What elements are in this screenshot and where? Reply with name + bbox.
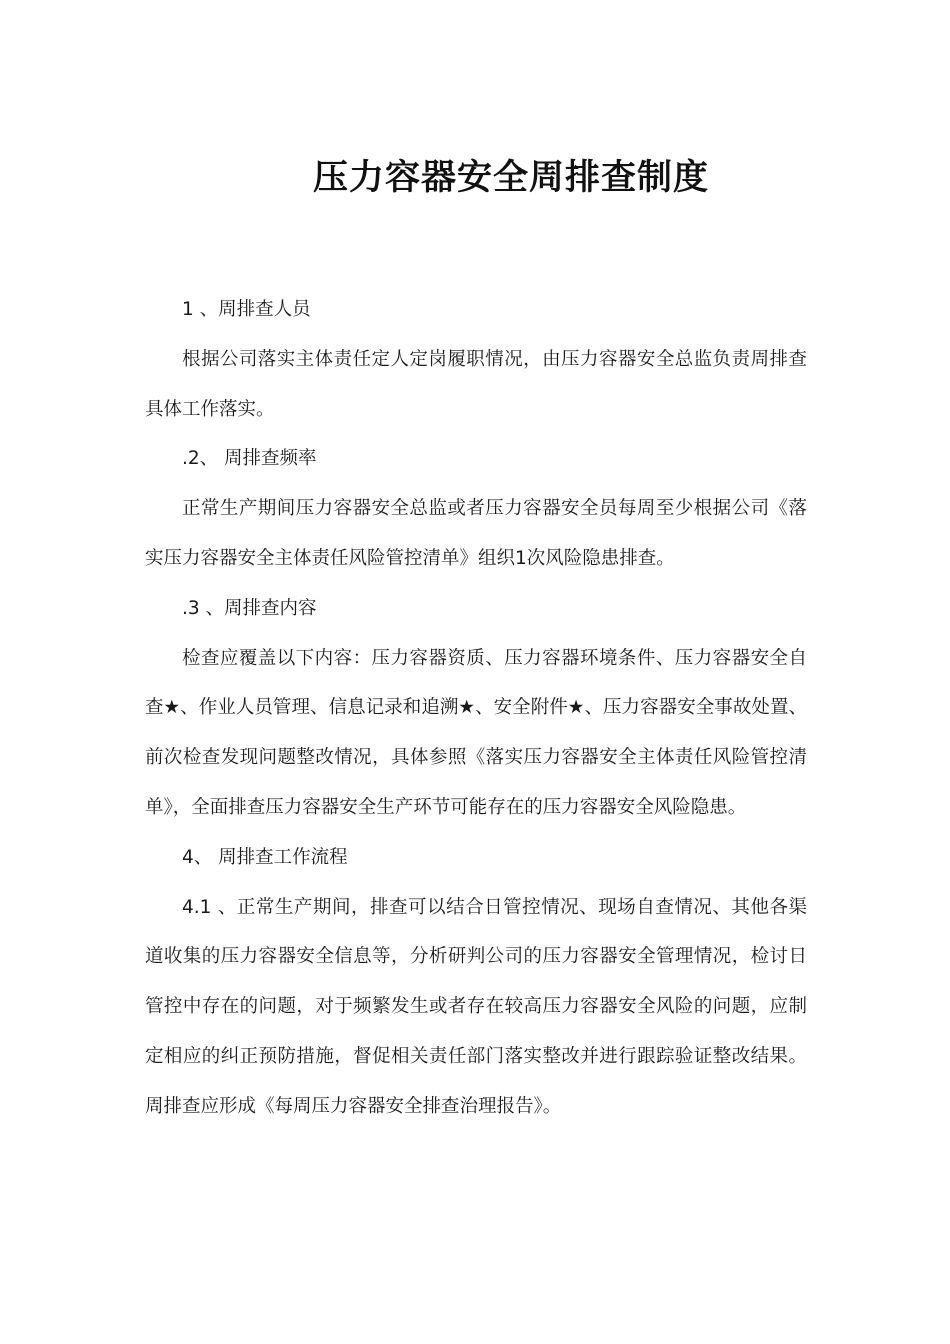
section-heading-frequency: .2、 周排查频率 xyxy=(182,448,317,470)
section-heading-content: .3 、周排查内容 xyxy=(182,597,317,619)
document-title: 压力容器安全周排查制度 xyxy=(312,157,709,198)
paragraph-personnel: 根据公司落实主体责任定人定岗履职情况，由压力容器安全总监负责周排查具体工作落实。 xyxy=(145,348,807,420)
section-heading-personnel: 1 、周排查人员 xyxy=(182,299,311,320)
section-heading-workflow: 4、 周排查工作流程 xyxy=(182,846,348,868)
paragraph-workflow: 4.1 、正常生产期间，排查可以结合日管控情况、现场自查情况、其他各渠道收集的压力容器安全信息等，分析研判公司的压力容器安全管理情况，检讨日管控中存在的问题，对于频繁发生或者存在较高压力容器安全风险的问题，应制定相应的纠正预防措施，督促相关责任部门落实整改并进行跟踪验证整改结果。周排查应形成《每周压力容器安全排查治理报告》。 xyxy=(145,896,807,1117)
paragraph-frequency: 正常生产期间压力容器安全总监或者压力容器安全员每周至少根据公司《落实压力容器安全主体责任风险管控清单》组织1次风险隐患排查。 xyxy=(145,498,807,569)
paragraph-content: 检查应覆盖以下内容：压力容器资质、压力容器环境条件、压力容器安全自查★、作业人员管理、信息记录和追溯★、安全附件★、压力容器安全事故处置、前次检查发现问题整改情况，具体参照《落实压力容器安全主体责任风险管控清单》，全面排查压力容器安全生产环节可能存在的压力容器安全风险隐患。 xyxy=(145,647,807,818)
document-body xyxy=(145,285,807,1132)
